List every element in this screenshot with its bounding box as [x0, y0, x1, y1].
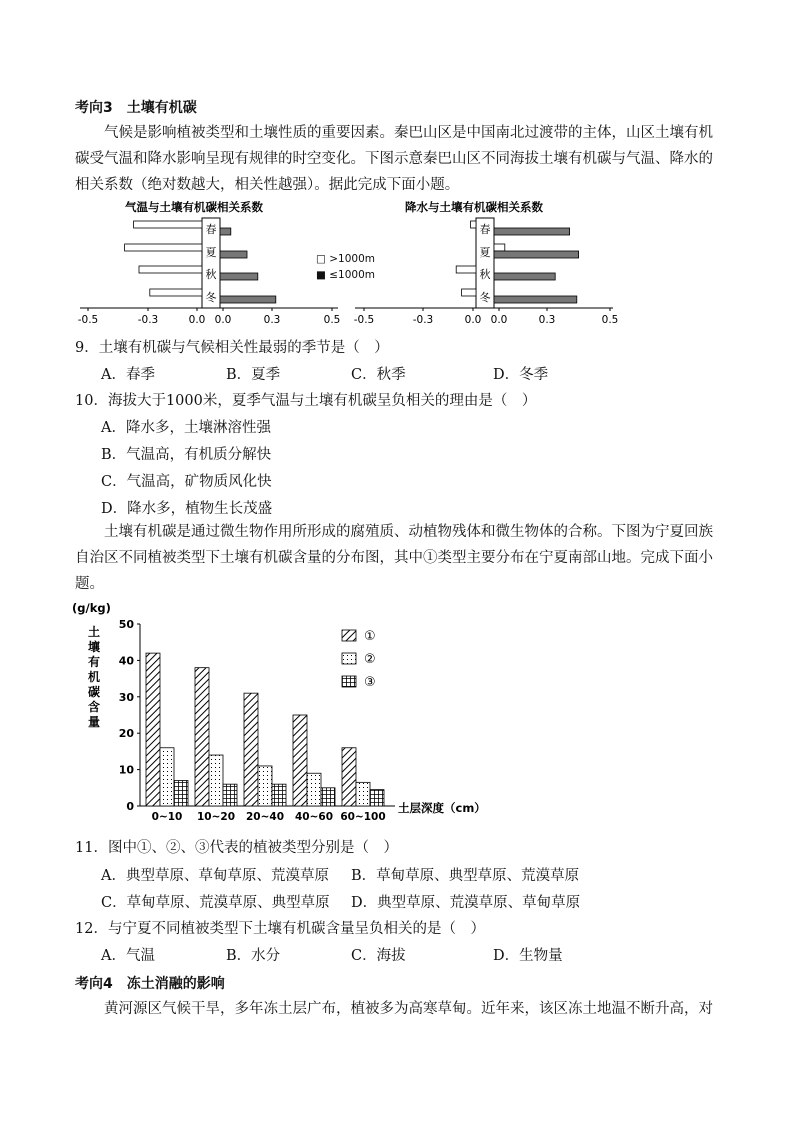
section-heading-3: 考向3 土壤有机碳 [75, 100, 197, 116]
intro-paragraph-line: 自治区不同植被类型下土壤有机碳含量的分布图，其中①类型主要分布在宁夏南部山地。完成下面小 [75, 550, 713, 566]
y-tick-label: 10 [118, 763, 134, 777]
bar-above-1000m [125, 244, 202, 251]
x-tick-label: 0.3 [263, 314, 281, 326]
legend-swatch [342, 653, 356, 664]
x-tick-label: 0.0 [490, 314, 508, 326]
bar-series-2 [160, 748, 174, 806]
season-label: 春 [479, 223, 491, 236]
legend-item-below-1000m: ■ ≤1000m [316, 269, 376, 281]
bar-above-1000m [456, 266, 476, 273]
bar-below-1000m [494, 228, 570, 235]
bar-below-1000m [220, 228, 231, 235]
y-axis-label-char: 壤 [87, 640, 101, 654]
bar-below-1000m [494, 251, 579, 258]
bar-series-3 [174, 781, 188, 806]
bar-series-1 [146, 653, 160, 806]
intro-paragraph-line: 相关系数（绝对数越大，相关性越强）。据此完成下面小题。 [75, 177, 460, 193]
bar-above-1000m [471, 221, 476, 228]
y-tick-label: 20 [118, 727, 134, 741]
q9-option-b[interactable]: B．夏季 [226, 367, 281, 383]
question-12-stem: 12．与宁夏不同植被类型下土壤有机碳含量呈负相关的是（ ） [75, 921, 485, 937]
y-tick-label: 40 [118, 654, 134, 668]
legend-swatch [342, 630, 356, 641]
q12-option-c[interactable]: C．海拔 [351, 948, 406, 964]
q11-option-c[interactable]: C．草甸草原、荒漠草原、典型草原 [101, 895, 330, 911]
season-label: 秋 [479, 268, 491, 281]
legend-swatch [342, 676, 356, 687]
y-axis-label-char: 机 [87, 670, 101, 684]
bar-above-1000m [494, 244, 505, 251]
bar-series-3 [272, 784, 286, 806]
bar-series-3 [370, 790, 384, 806]
bar-series-2 [209, 755, 223, 806]
y-axis-label-char: 量 [87, 715, 101, 729]
y-tick-label: 30 [118, 690, 134, 704]
x-tick-label: 0.5 [323, 314, 341, 326]
question-9-stem: 9．土壤有机碳与气候相关性最弱的季节是（ ） [75, 340, 389, 356]
bar-below-1000m [494, 273, 555, 280]
question-10-stem: 10．海拔大于1000米，夏季气温与土壤有机碳呈负相关的理由是（ ） [75, 393, 537, 409]
q10-option-c[interactable]: C．气温高，矿物质风化快 [101, 474, 272, 490]
bar-series-1 [244, 693, 258, 806]
x-tick-label: 0.0 [464, 314, 482, 326]
x-tick-label: 20~40 [245, 811, 285, 823]
q11-option-b[interactable]: B．草甸草原、典型草原、荒漠草原 [351, 868, 580, 884]
q9-option-a[interactable]: A．春季 [101, 367, 155, 383]
precipitation-correlation-chart [345, 196, 645, 331]
q9-option-d[interactable]: D．冬季 [493, 367, 549, 383]
intro-paragraph-line: 碳受气温和降水影响呈现有规律的时空变化。下图示意秦巴山区不同海拔土壤有机碳与气温、降水的 [75, 151, 713, 167]
x-tick-label: -0.3 [137, 314, 159, 326]
y-axis-label-char: 含 [87, 700, 101, 714]
q12-option-b[interactable]: B．水分 [226, 948, 281, 964]
x-tick-label: -0.5 [353, 314, 375, 326]
x-tick-label: 10~20 [196, 811, 236, 823]
y-axis-label-char: 有 [87, 655, 101, 669]
season-label: 春 [205, 223, 217, 236]
bar-series-3 [223, 784, 237, 806]
bar-series-2 [258, 766, 272, 806]
y-axis-unit: (g/kg) [72, 601, 111, 615]
bar-below-1000m [220, 273, 258, 280]
legend-item-above-1000m: □ >1000m [316, 253, 376, 265]
x-axis-label: 土层深度（cm） [398, 801, 486, 815]
q9-option-c[interactable]: C．秋季 [351, 367, 406, 383]
x-tick-label: 60~100 [340, 811, 386, 823]
chart-title: 气温与土壤有机碳相关系数 [125, 200, 263, 214]
x-tick-label: 0.0 [188, 314, 206, 326]
q10-option-d[interactable]: D．降水多，植物生长茂盛 [101, 501, 273, 517]
q11-option-d[interactable]: D．典型草原、荒漠草原、草甸草原 [351, 895, 581, 911]
chart-title: 降水与土壤有机碳相关系数 [405, 200, 543, 214]
season-label: 秋 [205, 268, 217, 281]
bar-above-1000m [134, 221, 202, 228]
temperature-correlation-chart [60, 196, 360, 331]
bar-series-1 [195, 668, 209, 806]
x-tick-label: 40~60 [294, 811, 334, 823]
y-tick-label: 50 [118, 618, 134, 631]
legend-label: ② [364, 652, 376, 667]
x-tick-label: -0.3 [412, 314, 434, 326]
intro-paragraph-line: 土壤有机碳是通过微生物作用所形成的腐殖质、动植物残体和微生物体的合称。下图为宁夏回族 [104, 524, 713, 540]
season-label: 夏 [205, 246, 217, 259]
legend-label: ③ [364, 675, 376, 690]
bar-below-1000m [494, 296, 577, 303]
x-tick-label: -0.5 [77, 314, 99, 326]
question-11-stem: 11．图中①、②、③代表的植被类型分别是（ ） [75, 840, 398, 856]
bar-above-1000m [462, 289, 476, 296]
x-tick-label: 0.0 [214, 314, 232, 326]
q10-option-b[interactable]: B．气温高，有机质分解快 [101, 447, 272, 463]
bar-series-2 [307, 773, 321, 806]
bar-series-2 [356, 782, 370, 806]
season-label: 夏 [479, 246, 491, 259]
bar-series-3 [321, 788, 335, 806]
bar-below-1000m [220, 251, 247, 258]
x-tick-label: 0.5 [601, 314, 619, 326]
y-tick-label: 0 [126, 800, 134, 813]
x-tick-label: 0.3 [538, 314, 556, 326]
bar-series-1 [293, 715, 307, 806]
q10-option-a[interactable]: A．降水多，土壤淋溶性强 [101, 420, 271, 436]
intro-paragraph-line: 气候是影响植被类型和土壤性质的重要因素。秦巴山区是中国南北过渡带的主体，山区土壤有机 [104, 125, 713, 141]
intro-paragraph-line: 题。 [75, 576, 104, 592]
q12-option-d[interactable]: D．生物量 [493, 948, 563, 964]
bar-below-1000m [220, 296, 276, 303]
season-label: 冬 [479, 291, 491, 304]
intro-paragraph-line: 黄河源区气候干旱，多年冻土层广布，植被多为高寒草甸。近年来，该区冻土地温不断升高，对 [104, 1001, 713, 1017]
bar-above-1000m [139, 266, 202, 273]
section-heading-4: 考向4 冻土消融的影响 [75, 976, 225, 992]
legend-label: ① [364, 629, 376, 644]
bar-series-1 [342, 748, 356, 806]
x-tick-label: 0~10 [151, 811, 183, 823]
y-axis-label-char: 土 [87, 625, 101, 639]
q11-option-a[interactable]: A．典型草原、草甸草原、荒漠草原 [101, 868, 329, 884]
q12-option-a[interactable]: A．气温 [101, 948, 155, 964]
bar-above-1000m [150, 289, 202, 296]
y-axis-label-char: 碳 [87, 685, 101, 699]
soil-organic-carbon-chart [70, 598, 500, 828]
season-label: 冬 [205, 291, 217, 304]
